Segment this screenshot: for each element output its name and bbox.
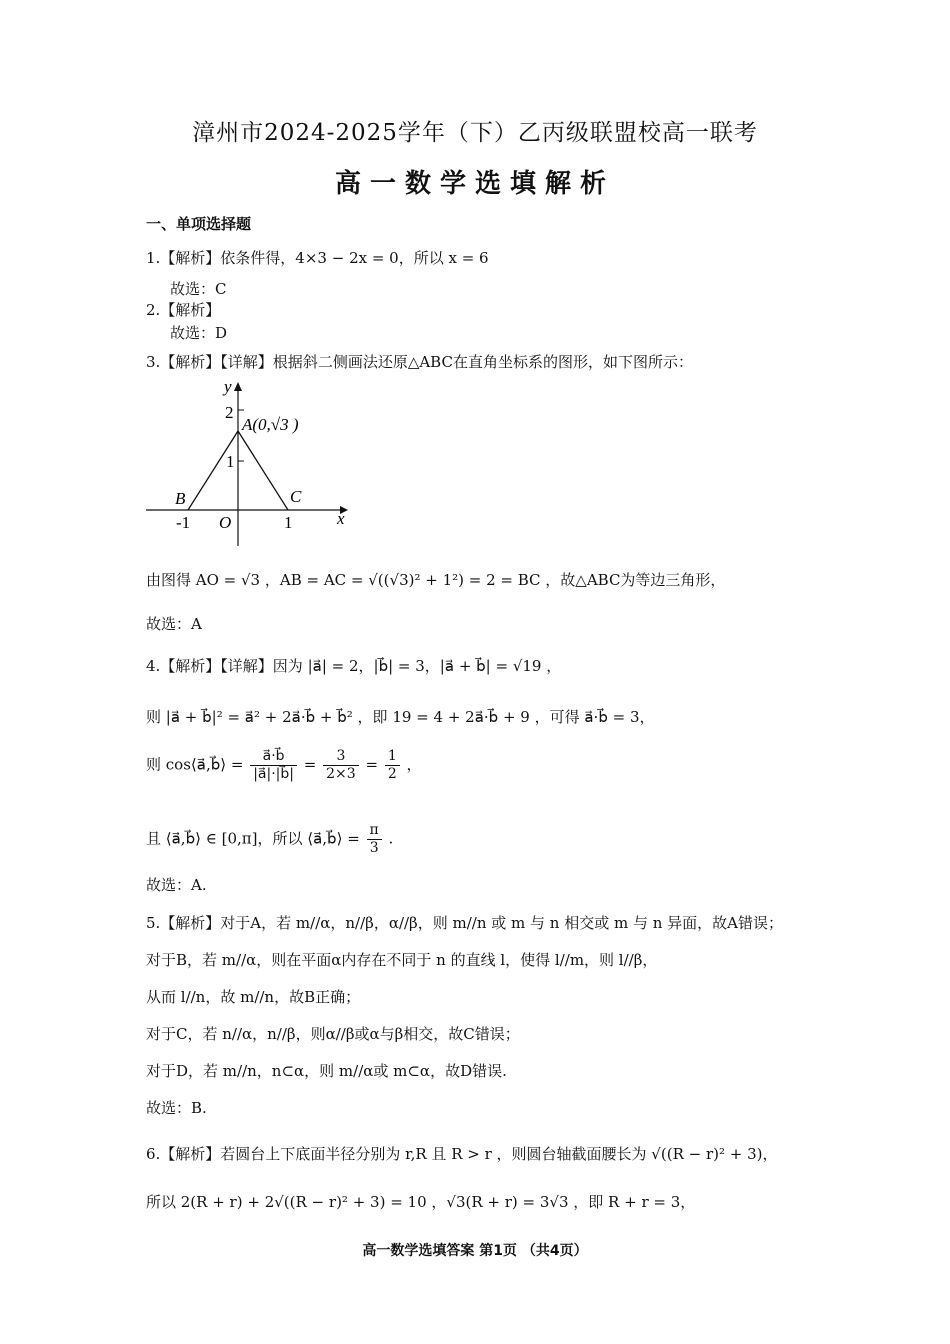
document-subtitle: 高一数学选填解析 bbox=[334, 169, 615, 199]
q1-answer: 故选：C bbox=[170, 280, 227, 298]
coordinate-figure bbox=[140, 376, 360, 552]
q4-answer: 故选：A. bbox=[146, 876, 207, 894]
section-heading: 一、单项选择题 bbox=[146, 215, 252, 233]
angle-range-expression: 且 ⟨a⃗,b⃗⟩ ∈ [0,π]，所以 ⟨a⃗,b⃗⟩ = bbox=[146, 829, 360, 848]
label-a: A(0,√3 ) bbox=[242, 415, 299, 434]
q5-option-c: 对于C，若 n//α，n//β，则α//β或α与β相交，故C错误； bbox=[146, 1025, 520, 1043]
exam-title: 漳州市2024-2025学年（下）乙丙级联盟校高一联考 bbox=[192, 120, 758, 146]
label-c: C bbox=[290, 487, 302, 506]
y-axis-arrow bbox=[234, 382, 242, 391]
label-x: x bbox=[337, 509, 345, 528]
side-ac bbox=[238, 431, 288, 510]
q1-solution: 1.【解析】依条件得，4×3 − 2x = 0，所以 x = 6 bbox=[146, 249, 489, 267]
tick-1: 1 bbox=[226, 452, 235, 471]
q5-solution: 5.【解析】对于A，若 m//α，n//β，α//β，则 m//n 或 m 与 n 相交或 m 与 n 异面，故A错误； bbox=[146, 914, 783, 932]
page-footer: 高一数学选填答案 第1页 （共4页） bbox=[362, 1243, 588, 1259]
label-y: y bbox=[224, 377, 232, 396]
fraction-3-over-6: $\frac{3}{2\times 3}$ bbox=[323, 748, 359, 783]
tick-neg1: -1 bbox=[176, 513, 191, 532]
fraction-dot-over-norms: $\frac{a⃗\cdot b⃗}{|a⃗|\cdot|b⃗|}$ bbox=[250, 748, 297, 783]
q4-solution: 4.【解析】【详解】因为 |a⃗| = 2，|b⃗| = 3，|a⃗ + b⃗| = √19 ， bbox=[146, 657, 562, 675]
q3-result: 由图得 AO = √3 ，AB = AC = √((√3)² + 1²) = 2 = BC ，故△ABC为等边三角形， bbox=[146, 571, 726, 589]
q5-option-d: 对于D，若 m//n，n⊂α，则 m//α或 m⊂α，故D错误. bbox=[146, 1062, 507, 1080]
q2-solution: 2.【解析】 bbox=[146, 301, 221, 319]
q6-step1: 所以 2(R + r) + 2√((R − r)² + 3) = 10 ，√3(R + r) = 3√3 ，即 R + r = 3， bbox=[146, 1193, 696, 1211]
q4-step1: 则 |a⃗ + b⃗|² = a⃗² + 2a⃗·b⃗ + b⃗² ，即 19 = 4 + 2a⃗·b⃗ + 9 ，可得 a⃗·b⃗ = 3， bbox=[146, 708, 655, 726]
q5-option-b-1: 对于B，若 m//α，则在平面α内存在不同于 n 的直线 l，使得 l//m，则 l//β， bbox=[146, 951, 658, 969]
tick-x1: 1 bbox=[284, 513, 293, 532]
label-b: B bbox=[175, 489, 186, 508]
q2-answer: 故选：D bbox=[170, 324, 228, 342]
q5-option-b-2: 从而 l//n，故 m//n，故B正确； bbox=[146, 988, 361, 1006]
label-origin: O bbox=[219, 513, 232, 532]
q5-answer: 故选：B. bbox=[146, 1099, 207, 1117]
fraction-one-half: $\frac{1}{2}$ bbox=[385, 748, 400, 783]
q3-answer: 故选：A bbox=[146, 615, 202, 633]
tick-2: 2 bbox=[225, 403, 234, 422]
q6-solution: 6.【解析】若圆台上下底面半径分别为 r,R 且 R > r ，则圆台轴截面腰长为 √((R − r)² + 3)， bbox=[146, 1145, 778, 1163]
fraction-pi-over-3: $\frac{\pi}{3}$ bbox=[367, 822, 382, 857]
cos-expression: 则 cos⟨a⃗,b⃗⟩ = bbox=[146, 755, 244, 774]
q4-step2: 则 cos⟨a⃗,b⃗⟩ = $\frac{a⃗\cdot b⃗}{|a⃗|\cdot|b⃗|}$ = $\frac{3}{2\times 3}$ = $\frac{1}{2}$ ， bbox=[146, 748, 422, 782]
q3-solution: 3.【解析】【详解】根据斜二侧画法还原△ABC在直角坐标系的图形，如下图所示： bbox=[146, 353, 693, 371]
q4-step3: 且 ⟨a⃗,b⃗⟩ ∈ [0,π]，所以 ⟨a⃗,b⃗⟩ = $\frac{\pi}{3}$ . bbox=[146, 822, 394, 856]
